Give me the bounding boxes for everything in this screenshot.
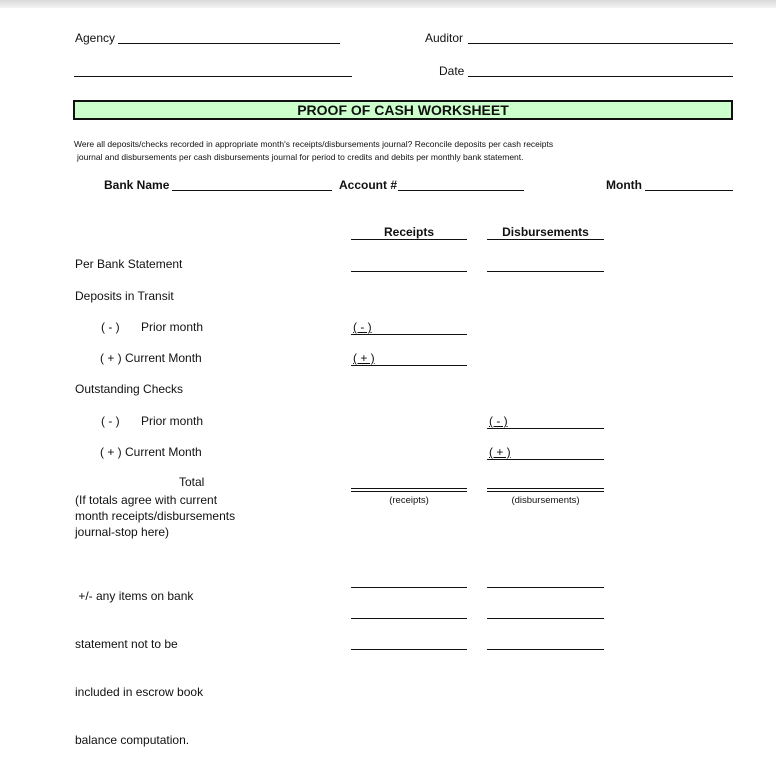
oc-current-month-label: ( + ) Current Month xyxy=(100,445,202,459)
bank-name-label: Bank Name xyxy=(104,178,170,192)
dit-prior-receipts-line[interactable] xyxy=(351,334,467,335)
per-bank-receipts-line[interactable] xyxy=(351,271,467,272)
items-note-line: included in escrow book xyxy=(75,685,204,699)
total-label: Total xyxy=(179,475,205,489)
disbursements-caption: (disbursements) xyxy=(511,495,580,506)
items-receipts-line-3[interactable] xyxy=(351,649,467,650)
totals-note-line: journal-stop here) xyxy=(75,525,170,539)
dit-current-receipts-sign: ( + ) xyxy=(353,351,375,365)
month-label: Month xyxy=(606,178,642,192)
auditor-label: Auditor xyxy=(425,31,464,45)
agency-field-line-2[interactable] xyxy=(74,76,352,77)
agency-label: Agency xyxy=(75,31,116,45)
date-label: Date xyxy=(439,64,465,78)
oc-prior-sign: ( - ) xyxy=(101,414,120,428)
receipts-caption: (receipts) xyxy=(389,495,429,506)
account-label: Account # xyxy=(339,178,398,192)
bank-name-field-line[interactable] xyxy=(172,190,332,191)
auditor-field-line[interactable] xyxy=(468,43,733,44)
disbursements-column-header: Disbursements xyxy=(502,225,589,239)
per-bank-disbursements-line[interactable] xyxy=(487,271,604,272)
items-note-line: balance computation. xyxy=(75,733,190,747)
items-disbursements-line-1[interactable] xyxy=(487,587,604,588)
deposits-in-transit-label: Deposits in Transit xyxy=(75,289,174,303)
items-note-line: statement not to be xyxy=(75,637,178,651)
dit-current-receipts-line[interactable] xyxy=(351,365,467,366)
totals-note-line: (If totals agree with current xyxy=(75,493,218,507)
receipts-header-underline xyxy=(351,239,467,240)
oc-prior-disbursements-line[interactable] xyxy=(487,428,604,429)
disbursements-header-underline xyxy=(487,239,604,240)
total-disbursements-line-top[interactable] xyxy=(487,488,604,489)
receipts-column-header: Receipts xyxy=(383,225,435,239)
items-receipts-line-2[interactable] xyxy=(351,618,467,619)
total-disbursements-line-bottom xyxy=(487,491,604,492)
dit-prior-receipts-sign: ( - ) xyxy=(353,320,372,334)
instructions-line-2: journal and disbursements per cash disbursements journal for period to credits and debits per monthly bank statement. xyxy=(77,152,524,162)
items-note-line: +/- any items on bank xyxy=(75,589,194,603)
dit-prior-sign: ( - ) xyxy=(101,320,120,334)
month-field-line[interactable] xyxy=(645,190,733,191)
viewer-top-bar xyxy=(0,0,776,8)
date-field-line[interactable] xyxy=(468,76,733,77)
dit-current-month-label: ( + ) Current Month xyxy=(100,351,202,365)
outstanding-checks-label: Outstanding Checks xyxy=(75,382,184,396)
totals-note-line: month receipts/disbursements xyxy=(75,509,236,523)
items-disbursements-line-3[interactable] xyxy=(487,649,604,650)
dit-prior-month-label: Prior month xyxy=(141,320,204,334)
oc-current-disbursements-line[interactable] xyxy=(487,459,604,460)
oc-prior-disbursements-sign: ( - ) xyxy=(489,414,508,428)
per-bank-statement-label: Per Bank Statement xyxy=(75,257,183,271)
oc-prior-month-label: Prior month xyxy=(141,414,204,428)
items-receipts-line-1[interactable] xyxy=(351,587,467,588)
total-receipts-line-bottom xyxy=(351,491,467,492)
totals-note xyxy=(75,492,235,540)
agency-field-line[interactable] xyxy=(118,43,340,44)
worksheet-title: PROOF OF CASH WORKSHEET xyxy=(73,100,733,120)
account-field-line[interactable] xyxy=(398,190,524,191)
items-disbursements-line-2[interactable] xyxy=(487,618,604,619)
oc-current-disbursements-sign: ( + ) xyxy=(489,445,511,459)
items-note xyxy=(75,556,203,764)
total-receipts-line-top[interactable] xyxy=(351,488,467,489)
instructions-line-1: Were all deposits/checks recorded in appropriate month's receipts/disbursements journal? Reconcile deposits per cash receipts xyxy=(74,139,554,149)
